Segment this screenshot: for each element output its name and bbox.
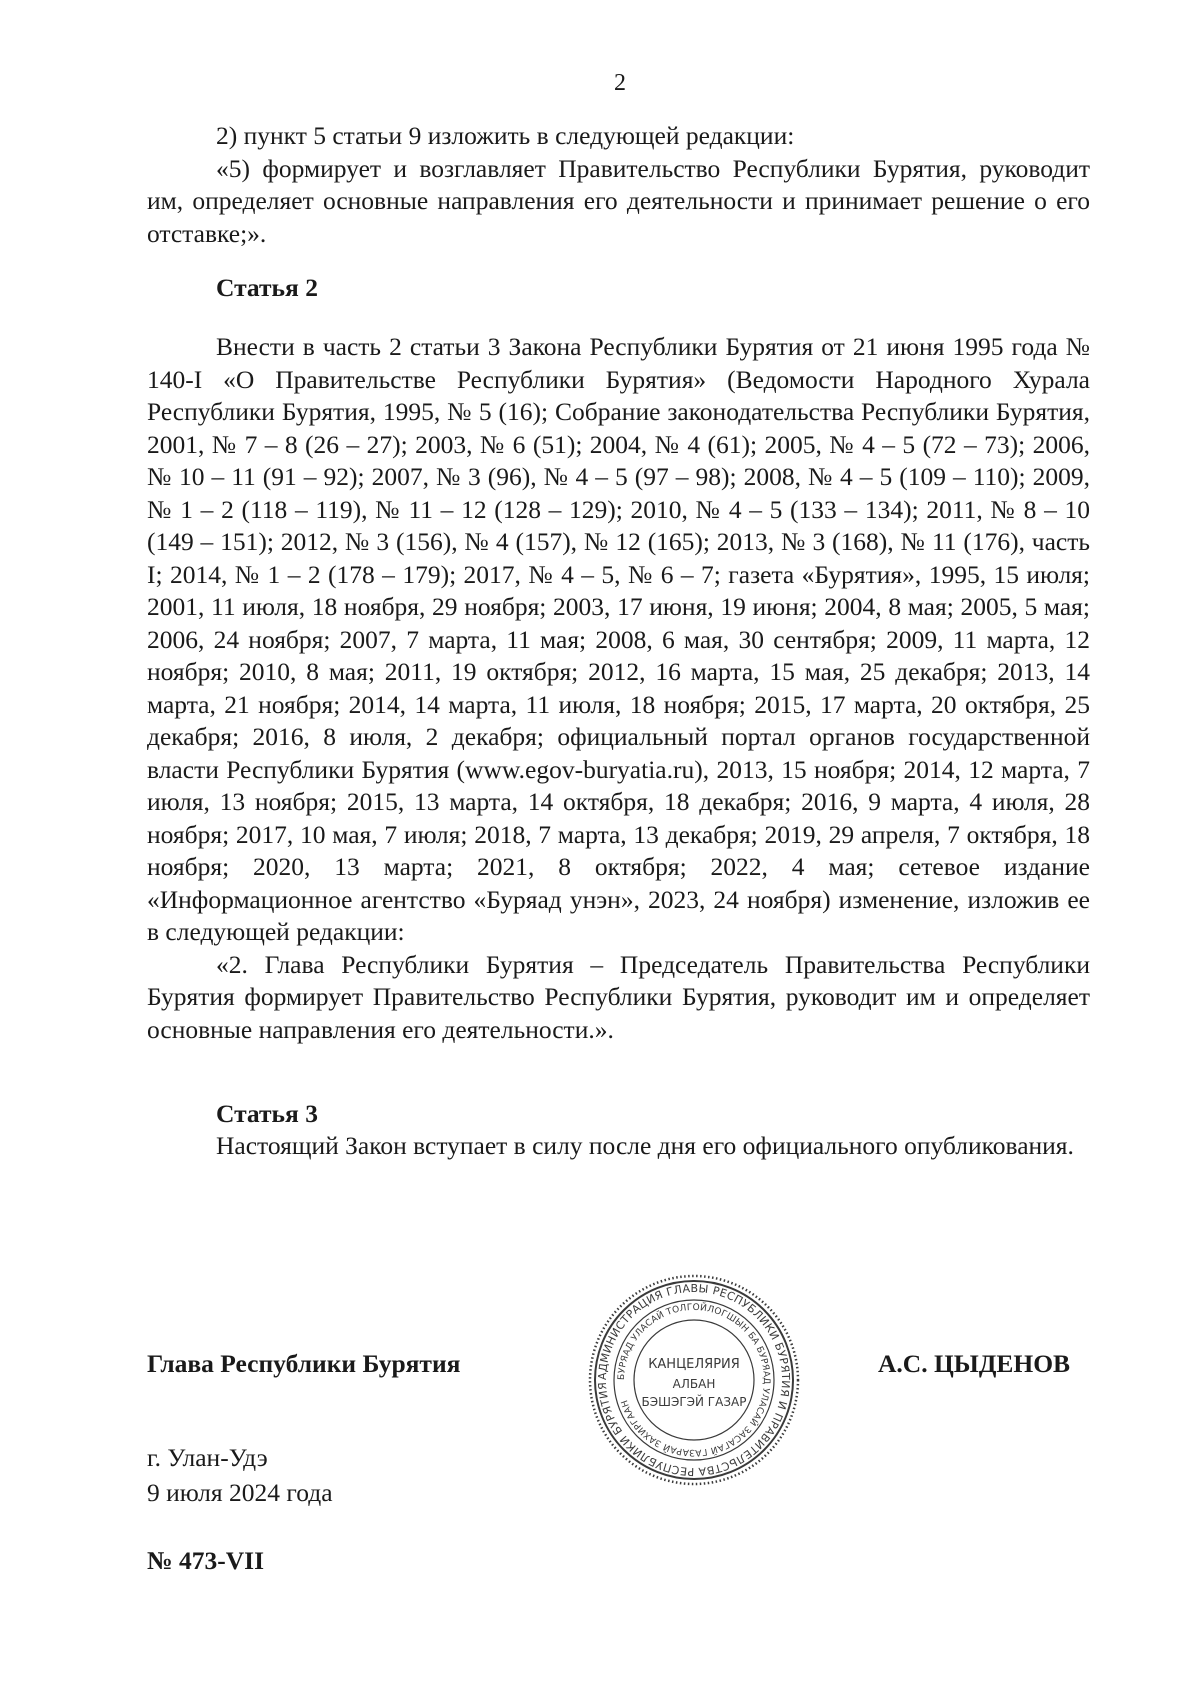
signatory-name: А.С. ЦЫДЕНОВ	[878, 1349, 1071, 1378]
place-date	[147, 1440, 333, 1510]
article2-quote: «2. Глава Республики Бурятия – Председатель Правительства Республики Бурятия формирует Правительство Республики Бурятия, руководит им и определяет основные направления его деятельности.».	[147, 949, 1090, 1044]
article3-content	[147, 1130, 1090, 1163]
article2-body: Внести в часть 2 статьи 3 Закона Республики Бурятия от 21 июня 1995 года № 140-I «О Правительстве Республики Бурятия» (Ведомости Народного Хурала Республики Бурятия, 1995, № 5 (16); Собрание законодательства Республики Бурятия, 2001, № 7 – 8 (26 – 27); 2003, № 6 (51); 2004, № 4 (61); 2005, № 4 – 5 (72 – 73); 2006, № 10 – 11 (91 – 92); 2007, № 3 (96), № 4 – 5 (97 – 98); 2008, № 4 – 5 (109 – 110); 2009, № 1 – 2 (118 – 119), № 11 – 12 (128 – 129); 2010, № 4 – 5 (133 – 134); 2011, № 8 – 10 (149 – 151); 2012, № 3 (156), № 4 (157), № 12 (165); 2013, № 3 (168), № 11 (176), часть I; 2014, № 1 – 2 (178 – 179); 2017, № 4 – 5, № 6 – 7; газета «Бурятия», 1995, 15 июля; 2001, 11 июля, 18 ноября, 29 ноября; 2003, 17 июня, 19 июня; 2004, 8 мая; 2005, 5 мая; 2006, 24 ноября; 2007, 7 марта, 11 мая; 2008, 6 мая, 30 сентября; 2009, 11 марта, 12 ноября; 2010, 8 мая; 2011, 19 октября; 2012, 16 марта, 15 мая, 25 декабря; 2013, 14 марта, 21 ноября; 2014, 14 марта, 11 июля, 18 ноября; 2015, 17 марта, 20 октября, 25 декабря; 2016, 8 июля, 2 декабря; официальный портал органов государственной власти Республики Бурятия (www.egov-buryatia.ru), 2013, 15 ноября; 2014, 12 марта, 7 июля, 13 ноября; 2015, 13 марта, 14 октября, 18 декабря; 2016, 9 марта, 4 июля, 28 ноября; 2017, 10 мая, 7 июля; 2018, 7 марта, 13 декабря; 2019, 29 апреля, 7 октября, 18 ноября; 2020, 13 марта; 2021, 8 октября; 2022, 4 мая; сетевое издание «Информационное агентство «Буряад унэн», 2023, 24 ноября) изменение, изложив ее в следующей редакции:	[147, 332, 1090, 946]
article3-body: Настоящий Закон вступает в силу после дня его официального опубликования.	[216, 1131, 1074, 1160]
document-number: № 473-VII	[147, 1546, 265, 1575]
seal-graphic	[584, 1270, 804, 1490]
article2-content	[147, 331, 1090, 1046]
article3-heading: Статья 3	[216, 1099, 318, 1128]
page-number: 2	[614, 70, 626, 96]
seal-outer-text: АДМИНИСТРАЦИЯ ГЛАВЫ РЕСПУБЛИКИ БУРЯТИЯ И ПРАВИТЕЛЬСТВА РЕСПУБЛИКИ БУРЯТИЯ	[595, 1281, 793, 1479]
date: 9 июля 2024 года	[147, 1478, 333, 1507]
item-5-quote: «5) формирует и возглавляет Правительство Республики Бурятия, руководит им, определяет основные направления его деятельности и принимает решение о его отставке;».	[147, 153, 1090, 248]
city: г. Улан-Удэ	[147, 1443, 268, 1472]
seal-inner-text: БУРЯАД УЛАСАЙ ТОЛГОЙЛОГШЫН БА БУРЯАД УЛАСАЙ ЗАСАГАЙ ГАЗАРАЙ ЗАХИРГААН	[616, 1302, 772, 1458]
seal-center-line3: БЭШЭГЭЙ ГАЗАР	[641, 1395, 747, 1409]
article2-heading: Статья 2	[216, 273, 318, 302]
item-2-text: 2) пункт 5 статьи 9 изложить в следующей редакции:	[216, 121, 795, 150]
signatory-title: Глава Республики Бурятия	[147, 1349, 461, 1378]
seal-center-line2: АЛБАН	[672, 1377, 716, 1391]
article1-continuation	[147, 120, 1090, 250]
seal-center-line1: КАНЦЕЛЯРИЯ	[648, 1357, 740, 1372]
official-seal	[584, 1270, 804, 1490]
